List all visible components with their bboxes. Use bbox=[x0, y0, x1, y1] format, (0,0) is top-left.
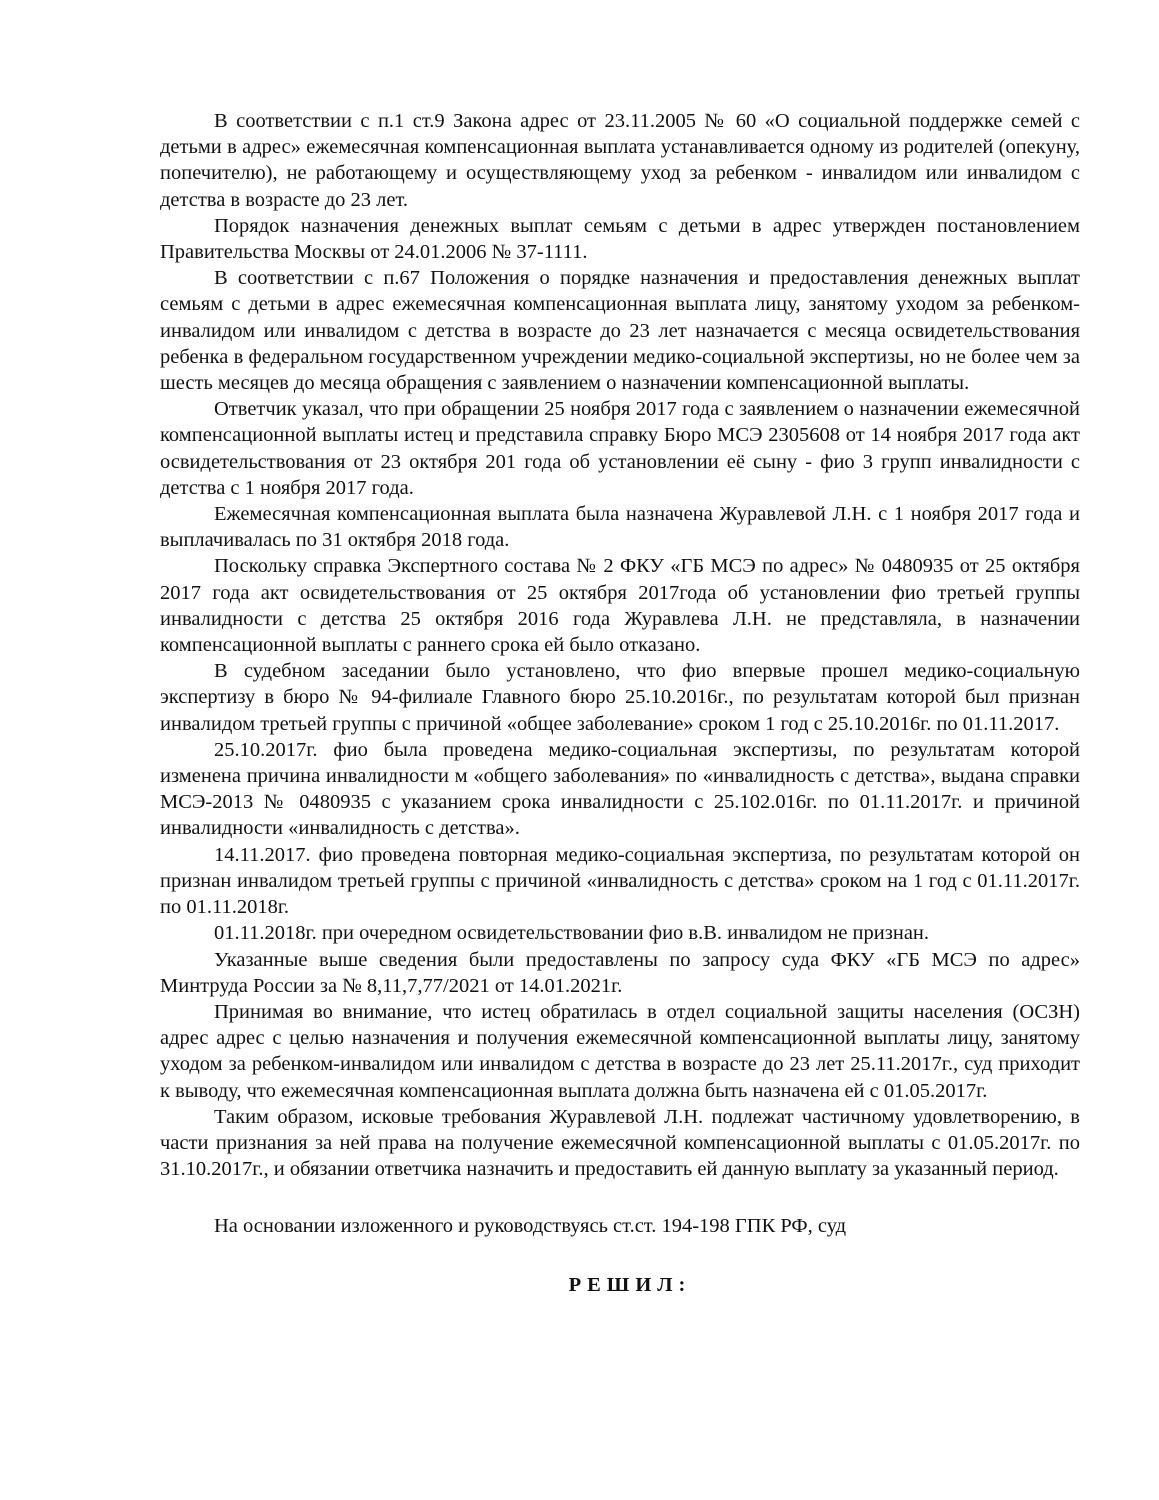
paragraph: Принимая во внимание, что истец обратилась в отдел социальной защиты населения (ОСЗН) адрес адрес с целью назначения и получения ежемесячной компенсационной выплаты лицу, занятому уходом за ребенком-инвалидом или инвалидом с детства в возрасте до 23 лет 25.11.2017г., суд приходит к выводу, что ежемесячная компенсационная выплата должна быть назначена ей с 01.05.2017г. bbox=[160, 1000, 1080, 1102]
closing-statement: На основании изложенного и руководствуясь ст.ст. 194-198 ГПК РФ, суд bbox=[214, 1215, 847, 1238]
paragraph: Указанные выше сведения были предоставлены по запросу суда ФКУ «ГБ МСЭ по адрес» Минтруда России за № 8,11,7,77/2021 от 14.01.2021г. bbox=[160, 948, 1080, 997]
paragraph: 01.11.2018г. при очередном освидетельствовании фио в.В. инвалидом не признан. bbox=[214, 922, 930, 945]
paragraph: 25.10.2017г. фио была проведена медико-социальная экспертизы, по результатам которой изменена причина инвалидности м «общего заболевания» по «инвалидность с детства», выдана справки МСЭ-2013 № 0480935 с указанием срока инвалидности с 25.102.016г. по 01.11.2017г. и причиной инвалидности «инвалидность с детства». bbox=[160, 738, 1080, 840]
paragraph: Таким образом, исковые требования Журавлевой Л.Н. подлежат частичному удовлетворению, в части признания за ней права на получение ежемесячной компенсационной выплаты с 01.05.2017г. по 31.10.2017г., и обязании ответчика назначить и предоставить ей данную выплату за указанный период. bbox=[160, 1105, 1080, 1181]
paragraph: В соответствии с п.67 Положения о порядке назначения и предоставления денежных выплат семьям с детьми в адрес ежемесячная компенсационная выплата лицу, занятому уходом за ребенком-инвалидом или инвалидом с детства в возрасте до 23 лет назначается с месяца освидетельствования ребенка в федеральном государственном учреждении медико-социальной экспертизы, но не более чем за шесть месяцев до месяца обращения с заявлением о назначении компенсационной выплаты. bbox=[160, 267, 1080, 395]
paragraph: Поскольку справка Экспертного состава № 2 ФКУ «ГБ МСЭ по адрес» № 0480935 от 25 октября 2017 года акт освидетельствования от 25 октября 2017года об установлении фио третьей группы инвалидности с детства 25 октября 2016 года Журавлева Л.Н. не представляла, в назначении компенсационной выплаты с раннего срока ей было отказано. bbox=[160, 555, 1080, 657]
paragraph: Ежемесячная компенсационная выплата была назначена Журавлевой Л.Н. с 1 ноября 2017 года и выплачивалась по 31 октября 2018 года. bbox=[160, 503, 1080, 552]
document-page bbox=[160, 108, 1080, 1298]
paragraph: 14.11.2017. фио проведена повторная медико-социальная экспертиза, по результатам которой он признан инвалидом третьей группы с причиной «инвалидность с детства» сроком на 1 год с 01.11.2017г. по 01.11.2018г. bbox=[160, 843, 1080, 919]
paragraph: Ответчик указал, что при обращении 25 ноября 2017 года с заявлением о назначении ежемесячной компенсационной выплаты истец и представила справку Бюро МСЭ 2305608 от 14 ноября 2017 года акт освидетельствования от 23 октября 201 года об установлении её сыну - фио 3 групп инвалидности с детства с 1 ноября 2017 года. bbox=[160, 398, 1080, 499]
decision-heading: РЕШИЛ: bbox=[568, 1273, 692, 1296]
paragraph: В соответствии с п.1 ст.9 Закона адрес от 23.11.2005 № 60 «О социальной поддержке семей с детьми в адрес» ежемесячная компенсационная выплата устанавливается одному из родителей (опекуну, попечителю), не работающему и осуществляющему уход за ребенком - инвалидом или инвалидом с детства в возрасте до 23 лет. bbox=[160, 110, 1080, 211]
paragraph: Порядок назначения денежных выплат семьям с детьми в адрес утвержден постановлением Правительства Москвы от 24.01.2006 № 37-1111. bbox=[160, 214, 1080, 264]
paragraph: В судебном заседании было установлено, что фио впервые прошел медико-социальную экспертизу в бюро № 94-филиале Главного бюро 25.10.2016г., по результатам которой был признан инвалидом третьей группы с причиной «общее заболевание» сроком 1 год с 25.10.2016г. по 01.11.2017. bbox=[160, 660, 1080, 735]
